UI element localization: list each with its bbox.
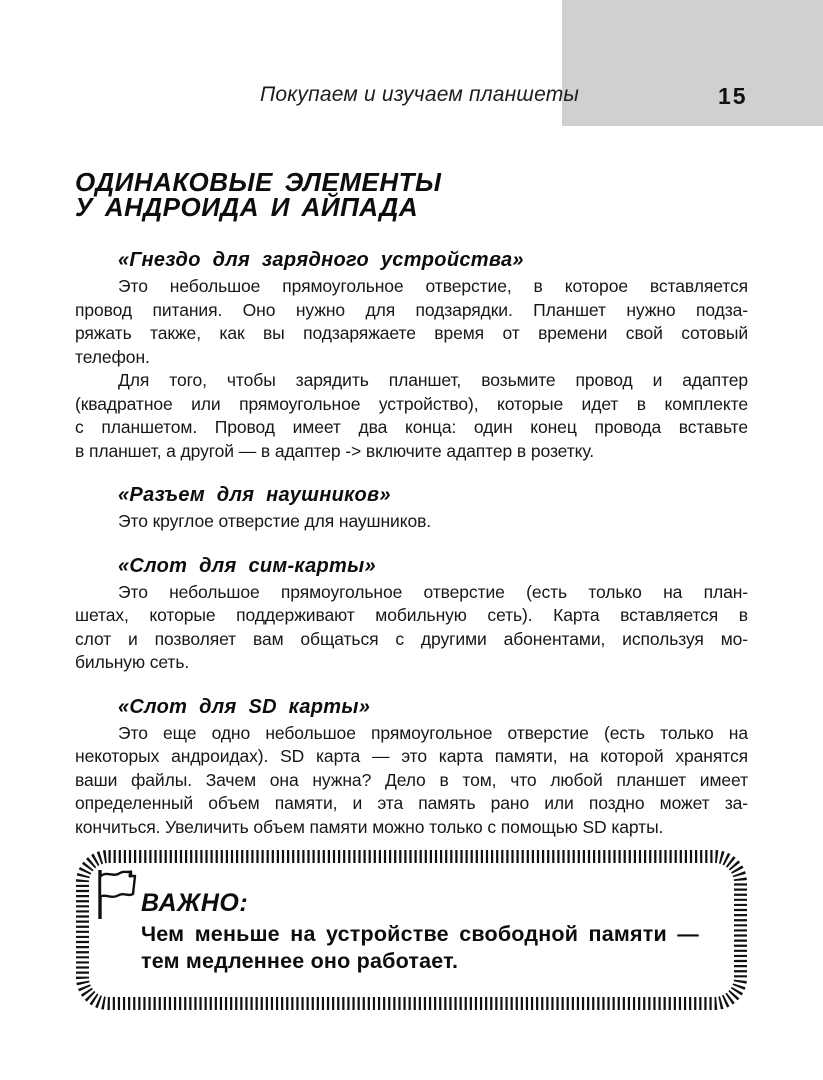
content-column (75, 0, 748, 1011)
paragraph (75, 581, 748, 675)
text-line: Это небольшое прямоугольное отверстие (есть только на план- (118, 581, 748, 602)
chapter-title-line1: ОДИНАКОВЫЕ ЭЛЕМЕНТЫ (75, 167, 442, 197)
callout-label: ВАЖНО: (141, 889, 249, 917)
section-heading: «Слот для SD карты» (118, 695, 371, 718)
section (75, 250, 748, 463)
text-line: провод питания. Оно нужно для подзарядки. Планшет нужно подза- (75, 299, 748, 320)
section-heading: «Разъем для наушников» (118, 484, 391, 506)
chapter-title (75, 167, 748, 222)
text-line: Чем меньше на устройстве свободной памяти — (141, 922, 699, 946)
chapter-title-line2: У АНДРОИДА И АЙПАДА (75, 192, 419, 222)
text-line: кончиться. Увеличить объем памяти можно только с помощью SD карты. (75, 816, 664, 837)
section-heading: «Слот для сим-карты» (118, 554, 376, 577)
page-number: 15 (718, 83, 748, 109)
section (75, 697, 748, 840)
flag-icon (90, 866, 140, 922)
paragraph (75, 510, 748, 534)
text-line: Это небольшое прямоугольное отверстие, в которое вставляется (118, 276, 748, 296)
text-line: в планшет, а другой — в адаптер -> включите адаптер в розетку. (75, 440, 595, 461)
text-line: ваши файлы. Зачем она нужна? Дело в том, что любой планшет имеет (75, 769, 748, 790)
paragraph (75, 722, 748, 840)
text-line: (квадратное или прямоугольное устройство), которые идет в комплекте (75, 393, 748, 414)
section-heading: «Гнездо для зарядного устройства» (118, 249, 524, 271)
text-line: слот и позволяет вам общаться с другими абонентами, используя мо- (75, 628, 748, 649)
section (75, 556, 748, 675)
text-line: ряжать также, как вы подзаряжаете время от времени свой сотовый (75, 323, 748, 343)
text-line: телефон. (75, 346, 150, 367)
text-line: тем медленнее оно работает. (141, 949, 459, 973)
running-header: Покупаем и изучаем планшеты (260, 83, 580, 106)
callout-text (141, 921, 699, 975)
paragraph (75, 275, 748, 369)
text-line: Для того, чтобы зарядить планшет, возьмите провод и адаптер (118, 370, 748, 390)
text-line: Это еще одно небольшое прямоугольное отверстие (есть только на (118, 722, 748, 743)
text-line: определенный объем памяти, и эта память рано или поздно может за- (75, 793, 748, 813)
text-line: Это круглое отверстие для наушников. (118, 511, 432, 531)
paragraph (75, 369, 748, 463)
important-callout (75, 849, 748, 1011)
text-line: бильную сеть. (75, 652, 190, 672)
sections (75, 250, 748, 839)
section (75, 485, 748, 534)
text-line: с планшетом. Провод имеет два конца: один конец провода вставьте (75, 417, 748, 437)
text-line: шетах, которые поддерживают мобильную сеть). Карта вставляется в (75, 605, 748, 625)
text-line: некоторых андроидах). SD карта — это карта памяти, на которой хранятся (75, 746, 748, 766)
